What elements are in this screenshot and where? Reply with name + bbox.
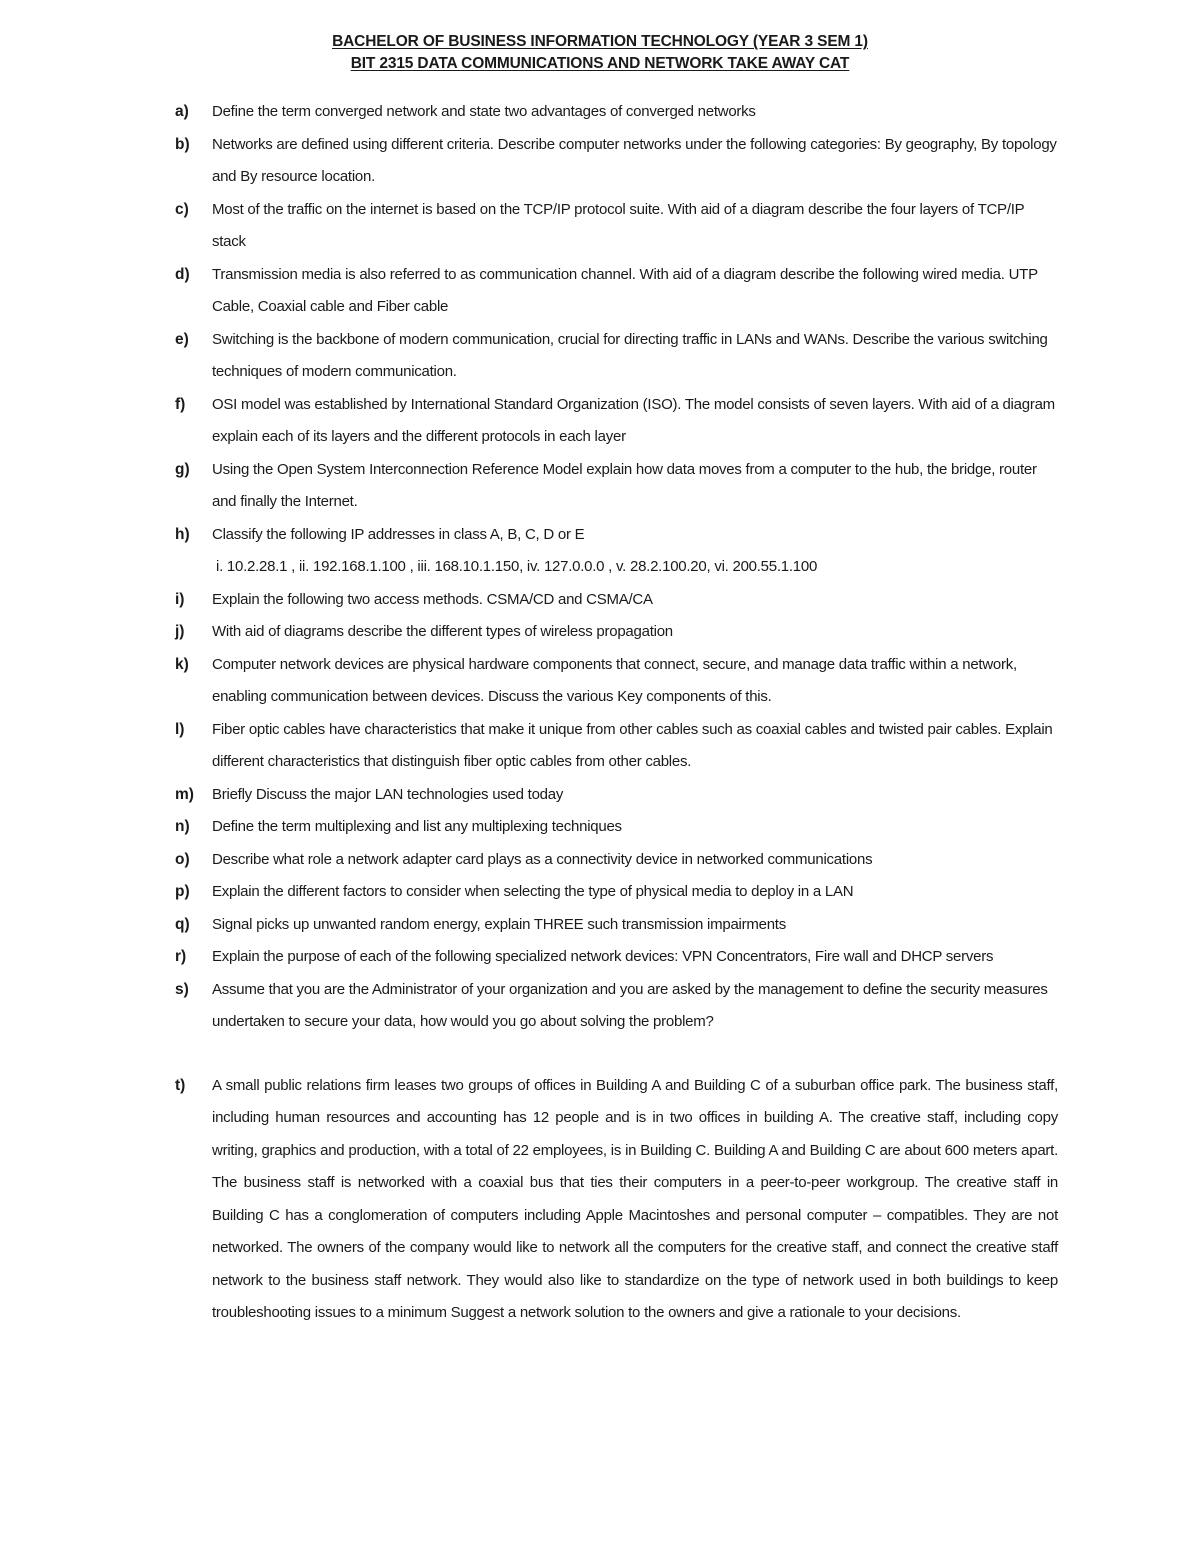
question-d xyxy=(0,259,1200,324)
ip-address-list: i. 10.2.28.1 , ii. 192.168.1.100 , iii. 168.10.1.150, iv. 127.0.0.0 , v. 28.2.100.20, vi. 200.55.1.100 xyxy=(216,558,818,575)
question-t xyxy=(0,1070,1200,1330)
question-letter: p) xyxy=(175,883,190,900)
question-c xyxy=(0,194,1200,259)
question-letter: h) xyxy=(175,525,190,543)
question-text: Most of the traffic on the internet is based on the TCP/IP protocol suite. With aid of a diagram describe the four layers of TCP/IP stack xyxy=(212,200,1025,250)
question-text: Using the Open System Interconnection Reference Model explain how data moves from a computer to the hub, the bridge, router and finally the Internet. xyxy=(212,460,1037,510)
question-f xyxy=(0,389,1200,454)
question-letter: b) xyxy=(175,135,190,153)
question-text: Classify the following IP addresses in class A, B, C, D or E xyxy=(212,525,585,543)
question-p xyxy=(0,876,1200,909)
question-k xyxy=(0,649,1200,714)
question-j xyxy=(0,616,1200,649)
question-i xyxy=(0,584,1200,617)
question-g xyxy=(0,454,1200,519)
question-text: Signal picks up unwanted random energy, explain THREE such transmission impairments xyxy=(212,915,786,933)
question-text-block xyxy=(212,519,1058,584)
question-text: Describe what role a network adapter card plays as a connectivity device in networked communications xyxy=(212,850,873,868)
question-text: Define the term multiplexing and list any multiplexing techniques xyxy=(212,818,622,835)
question-e xyxy=(0,324,1200,389)
question-text: Networks are defined using different criteria. Describe computer networks under the following categories: By geography, By topology and By resource location. xyxy=(212,135,1057,185)
question-q xyxy=(0,909,1200,942)
question-text: Fiber optic cables have characteristics that make it unique from other cables such as coaxial cables and twisted pair cables. Explain different characteristics that distinguish fiber optic cables from other cables. xyxy=(212,720,1053,770)
question-letter: o) xyxy=(175,850,190,868)
question-letter: d) xyxy=(175,265,190,283)
question-text: Transmission media is also referred to as communication channel. With aid of a diagram describe the following wired media. UTP Cable, Coaxial cable and Fiber cable xyxy=(212,265,1038,315)
question-letter: i) xyxy=(175,590,185,608)
question-letter: l) xyxy=(175,720,185,738)
question-text: Computer network devices are physical hardware components that connect, secure, and manage data traffic within a network, enabling communication between devices. Discuss the various Key components of this. xyxy=(212,655,1017,705)
question-text: With aid of diagrams describe the different types of wireless propagation xyxy=(212,623,673,640)
header-program-title: BACHELOR OF BUSINESS INFORMATION TECHNOLOGY (YEAR 3 SEM 1) xyxy=(332,33,868,50)
question-text: Explain the following two access methods. CSMA/CD and CSMA/CA xyxy=(212,590,653,608)
question-text: OSI model was established by International Standard Organization (ISO). The model consists of seven layers. With aid of a diagram explain each of its layers and the different protocols in each layer xyxy=(212,395,1055,445)
question-letter: q) xyxy=(175,915,190,933)
question-letter: e) xyxy=(175,330,189,348)
question-list xyxy=(0,96,1200,1330)
question-letter: f) xyxy=(175,395,186,413)
question-letter: g) xyxy=(175,460,190,478)
question-text: Explain the purpose of each of the following specialized network devices: VPN Concentrators, Fire wall and DHCP servers xyxy=(212,948,994,965)
question-r xyxy=(0,941,1200,974)
question-text: Define the term converged network and state two advantages of converged networks xyxy=(212,103,756,120)
question-n xyxy=(0,811,1200,844)
question-text: A small public relations firm leases two groups of offices in Building A and Building C of a suburban office park. The business staff, including human resources and accounting has 12 people and is in two offices in building A. The creative staff, including copy writing, graphics and production, with a total of 22 employees, is in Building C. Building A and Building C are about 600 meters apart. The business staff is networked with a coaxial bus that ties their computers in a peer-to-peer workgroup. The creative staff in Building C has a conglomeration of computers including Apple Macintoshes and personal computer – compatibles. They are not networked. The owners of the company would like to network all the computers for the creative staff, and connect the creative staff network to the business staff network. They would also like to standardize on the type of network used in both buildings to keep troubleshooting issues to a minimum Suggest a network solution to the owners and give a rationale to your decisions. xyxy=(212,1076,1058,1321)
header-course-title: BIT 2315 DATA COMMUNICATIONS AND NETWORK TAKE AWAY CAT xyxy=(350,55,850,72)
question-text: Assume that you are the Administrator of your organization and you are asked by the management to define the security measures undertaken to secure your data, how would you go about solving the problem? xyxy=(212,980,1048,1030)
question-letter: n) xyxy=(175,818,190,835)
question-letter: s) xyxy=(175,980,189,998)
question-text: Briefly Discuss the major LAN technologies used today xyxy=(212,785,564,803)
question-m xyxy=(0,779,1200,812)
question-letter: r) xyxy=(175,948,187,965)
question-o xyxy=(0,844,1200,877)
question-a xyxy=(0,96,1200,129)
question-letter: k) xyxy=(175,655,189,673)
question-letter: a) xyxy=(175,103,189,120)
question-l xyxy=(0,714,1200,779)
question-text: Explain the different factors to consider when selecting the type of physical media to deploy in a LAN xyxy=(212,883,854,900)
question-letter: c) xyxy=(175,200,189,218)
question-b xyxy=(0,129,1200,194)
document-header xyxy=(0,31,1200,75)
question-letter: t) xyxy=(175,1076,186,1094)
question-s xyxy=(0,974,1200,1039)
question-letter: m) xyxy=(175,785,194,803)
question-letter: j) xyxy=(175,623,185,640)
question-spacer xyxy=(0,1039,1200,1070)
question-text: Switching is the backbone of modern communication, crucial for directing traffic in LANs and WANs. Describe the various switching techniques of modern communication. xyxy=(212,330,1048,380)
question-h xyxy=(0,519,1200,584)
